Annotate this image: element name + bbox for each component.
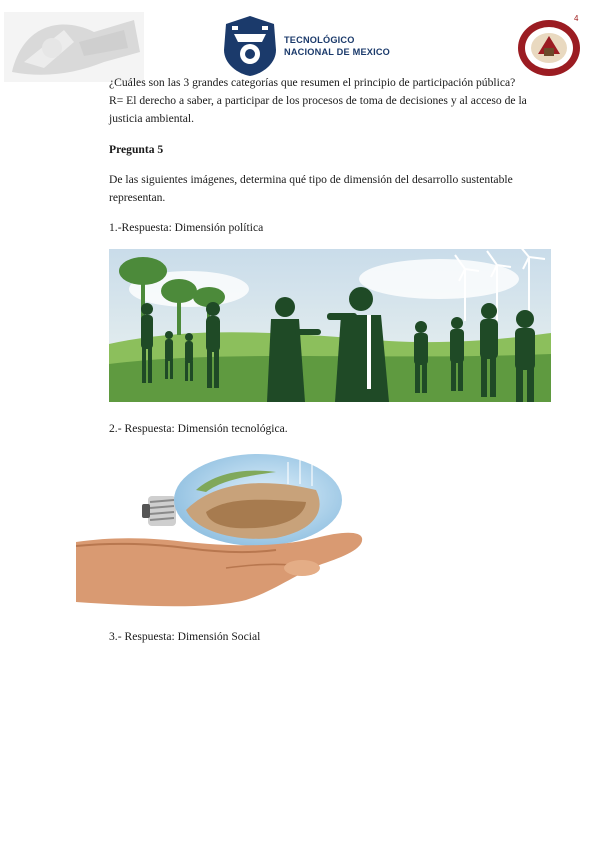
- answer-line-1: R= El derecho a saber, a participar de los procesos de toma de decisiones y al acceso de la: [109, 94, 527, 107]
- watermark-logo: [4, 12, 144, 82]
- answer-1-label: 1.-Respuesta: Dimensión política: [109, 221, 264, 234]
- answer-line-2: justicia ambiental.: [109, 112, 194, 125]
- tecnm-line2: NACIONAL DE MEXICO: [284, 47, 391, 57]
- tecnm-emblem-icon: [222, 14, 278, 78]
- answer-3-label: 3.- Respuesta: Dimensión Social: [109, 630, 261, 643]
- hand-lightbulb-image: [76, 450, 366, 612]
- instruction-line-1: De las siguientes imágenes, determina qué tipo de dimensión del desarrollo sustentable: [109, 173, 513, 186]
- question-heading: Pregunta 5: [109, 143, 164, 156]
- tecnm-line1: TECNOLÓGICO: [284, 35, 355, 45]
- tecnm-logo: [222, 14, 392, 78]
- institute-seal-logo: [516, 18, 582, 78]
- answer-2-label: 2.- Respuesta: Dimensión tecnológica.: [109, 422, 288, 435]
- page-mark: 4: [574, 14, 579, 23]
- people-silhouettes-image: [109, 249, 551, 402]
- instruction-line-2: representan.: [109, 191, 166, 204]
- question-line: ¿Cuáles son las 3 grandes categorías que resumen el principio de participación pública?: [109, 76, 516, 89]
- tecnm-wordmark: [284, 34, 390, 58]
